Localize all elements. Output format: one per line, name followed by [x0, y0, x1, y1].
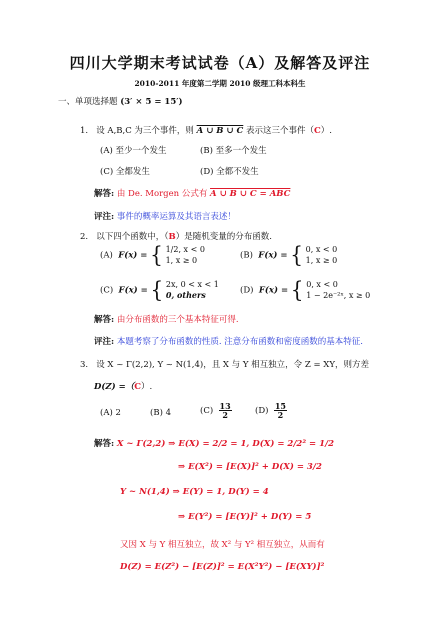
q3-sol-6: D(Z) = E(Z²) − [E(Z)]² = E(X²Y²) − [E(XY)]² [120, 562, 325, 572]
q2-stem [80, 230, 272, 242]
q2-stem-end: ）是随机变量的分布函数. [175, 232, 272, 242]
q3-number: 3. [80, 360, 89, 370]
q2-option-c: (C) F(x) = { 2x, 0 < x < 1 0, others [100, 276, 219, 304]
q3-answer: C [134, 382, 141, 392]
q1-comment-text: 事件的概率运算及其语言表述！ [116, 212, 236, 222]
q3-stem2: D(Z) =（ [94, 382, 135, 392]
page-title: 四川大学期末考试试卷（A）及解答及评注 [69, 54, 371, 72]
q2-solution [94, 313, 239, 325]
q2-c-case2: 0, others [165, 290, 206, 300]
q2-a-case1: 1/2, x < 0 [165, 245, 205, 254]
q1-stem-end: 表示这三个事件（ [245, 126, 314, 136]
q3-solution-label: 解答: [94, 439, 115, 449]
q3-option-b: (B) 4 [150, 408, 171, 418]
q3-close: ）. [140, 382, 153, 392]
q2-d-label: (D) [240, 285, 254, 296]
q3-d-den: 2 [277, 410, 284, 420]
q2-comment [94, 335, 363, 347]
q1-option-c: (C) 全都发生 [100, 167, 150, 177]
q2-a-fx: F(x) = [118, 250, 148, 261]
q1-solution [94, 187, 290, 199]
q1-answer: C [314, 126, 321, 136]
q2-c-case1: 2x, 0 < x < 1 [165, 280, 219, 289]
q2-stem-text: 以下四个函数中，（ [96, 232, 169, 242]
q3-stem-text: 设 X ~ Γ(2,2), Y ~ N(1,4)，且 X 与 Y 相互独立，令 Z = XY，则方差 [96, 360, 369, 370]
q1-expression: A ∪ B ∪ C [196, 126, 244, 136]
q3-sol-2: ⇒ E(X²) = [E(X)]² + D(X) = 3/2 [178, 462, 322, 472]
q3-c-num: 13 [219, 401, 231, 411]
q3-option-a: (A) 2 [100, 408, 121, 418]
q3-sol-4: ⇒ E(Y²) = [E(Y)]² + D(Y) = 5 [178, 512, 312, 522]
q1-comment-label: 评注: [94, 212, 115, 222]
q2-comment-label: 评注: [94, 337, 115, 347]
q2-d-case1: 0, x < 0 [306, 280, 338, 289]
q1-solution-label: 解答: [94, 189, 115, 199]
q1-close: ）. [320, 126, 332, 136]
q2-solution-text: 由分布函数的三个基本特征可得. [116, 315, 239, 325]
q2-b-case2: 1, x ≥ 0 [305, 256, 338, 265]
q2-b-fx: F(x) = [258, 250, 288, 261]
q3-d-label: (D) [255, 406, 269, 416]
q1-option-d: (D) 全都不发生 [200, 167, 259, 177]
q3-sol-3: Y ~ N(1,4) ⇒ E(Y) = 1, D(Y) = 4 [120, 487, 269, 497]
q1-solution-text: 由 De. Morgen 公式有 [116, 189, 208, 199]
q2-option-d: (D) F(x) = { 0, x < 0 1 − 2e⁻²ˣ, x ≥ 0 [240, 276, 371, 304]
q3-stem-line2 [94, 380, 152, 392]
section-heading: 一、单项选择题 (3′ × 5 = 15′) [58, 97, 183, 107]
q3-d-num: 15 [274, 401, 286, 411]
q1-number: 1. [80, 126, 89, 136]
q2-c-fx: F(x) = [118, 285, 148, 296]
q1-option-a: (A) 至少一个发生 [100, 146, 167, 156]
q1-option-b: (B) 至多一个发生 [200, 146, 267, 156]
q2-number: 2. [80, 232, 89, 242]
q1-comment [94, 210, 236, 222]
q2-c-label: (C) [100, 285, 114, 296]
q2-b-case1: 0, x < 0 [305, 245, 338, 254]
q3-sol-1: X ~ Γ(2,2) ⇒ E(X) = 2/2 = 1, D(X) = 2/2² = 1/2 [116, 439, 335, 449]
q2-option-b: (B) F(x) = { 0, x < 0 1, x ≥ 0 [240, 241, 338, 269]
q2-option-a: (A) F(x) = { 1/2, x < 0 1, x ≥ 0 [100, 241, 205, 269]
q2-answer: B [168, 232, 176, 242]
q3-solution-line1 [94, 437, 334, 449]
q1-solution-math: A ∪ B ∪ C = ABC [210, 189, 291, 199]
q3-c-label: (C) [200, 406, 214, 416]
q2-d-case2: 1 − 2e⁻²ˣ, x ≥ 0 [306, 291, 371, 300]
q3-option-d [255, 402, 287, 419]
q1-stem-text: 设 A,B,C 为三个事件，则 [96, 126, 194, 136]
q2-d-fx: F(x) = [258, 285, 289, 296]
q3-stem [80, 358, 369, 370]
q2-a-case2: 1, x ≥ 0 [165, 256, 198, 265]
section-title: 一、单项选择题 [58, 97, 118, 107]
section-score: 3′ × 5 = 15′ [124, 97, 179, 107]
q3-c-den: 2 [222, 410, 228, 420]
q1-stem [80, 124, 332, 136]
q3-sol-5: 又因 X 与 Y 相互独立，故 X² 与 Y² 相互独立，从而有 [120, 540, 325, 550]
q2-b-label: (B) [240, 250, 253, 261]
page-subtitle: 2010-2011 年度第二学期 2010 级理工科本科生 [134, 79, 306, 88]
q3-option-c [200, 402, 232, 419]
q2-comment-text: 本题考察了分布函数的性质. 注意分布函数和密度函数的基本特征. [116, 337, 363, 347]
q2-a-label: (A) [100, 250, 113, 261]
q2-solution-label: 解答: [94, 315, 115, 325]
